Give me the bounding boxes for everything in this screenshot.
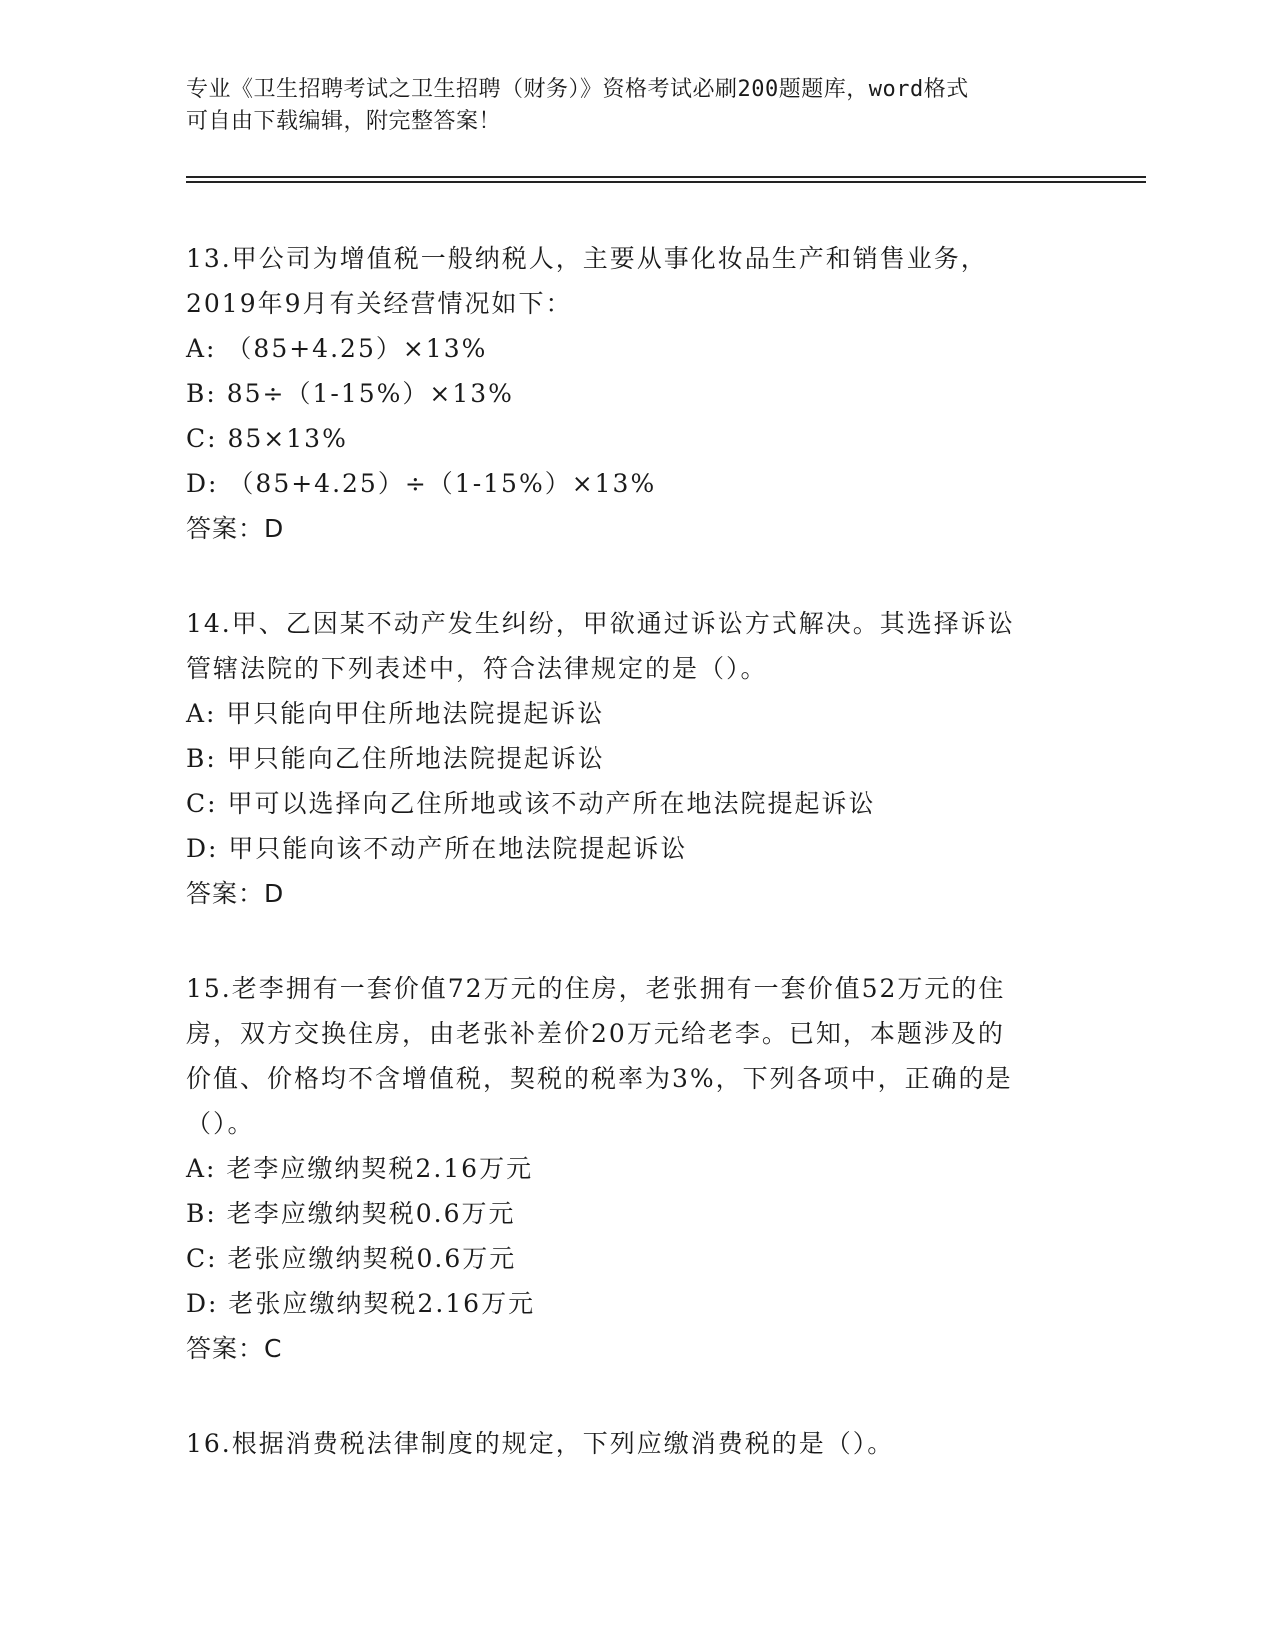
answer-line: 答案：D (186, 879, 285, 908)
question-stem-line: 2019年9月有关经营情况如下： (186, 289, 573, 318)
question-stem-line: 房，双方交换住房，由老张补差价20万元给老李。已知，本题涉及的 (186, 1019, 1005, 1048)
header-divider-bottom (186, 181, 1146, 183)
option-c: C: 老张应缴纳契税0.6万元 (186, 1244, 517, 1273)
header-divider-top (186, 176, 1146, 178)
question-16 (186, 1421, 1086, 1466)
option-a: A: 甲只能向甲住所地法院提起诉讼 (186, 699, 605, 728)
question-15 (186, 966, 1086, 1371)
answer-line: 答案：D (186, 514, 285, 543)
option-c: C: 85×13% (186, 424, 348, 453)
header-line-2: 可自由下载编辑，附完整答案！ (186, 109, 502, 134)
option-d: D: （85+4.25）÷（1-15%）×13% (186, 469, 657, 498)
answer-line: 答案：C (186, 1334, 283, 1363)
option-b: B: 老李应缴纳契税0.6万元 (186, 1199, 516, 1228)
option-a: A: （85+4.25）×13% (186, 334, 488, 363)
question-stem-line: 管辖法院的下列表述中，符合法律规定的是（）。 (186, 654, 768, 683)
question-14 (186, 601, 1086, 916)
question-stem-line: 13.甲公司为增值税一般纳税人，主要从事化妆品生产和销售业务， (186, 244, 988, 273)
option-d: D: 甲只能向该不动产所在地法院提起诉讼 (186, 834, 688, 863)
question-list (186, 236, 1086, 1516)
question-stem-line: 15.老李拥有一套价值72万元的住房，老张拥有一套价值52万元的住 (186, 974, 1006, 1003)
question-stem-line: 14.甲、乙因某不动产发生纠纷，甲欲通过诉讼方式解决。其选择诉讼 (186, 609, 1015, 638)
header-line-1: 专业《卫生招聘考试之卫生招聘（财务）》资格考试必刷200题题库，word格式 (186, 77, 969, 102)
option-b: B: 85÷（1-15%）×13% (186, 379, 514, 408)
question-stem-line: 16.根据消费税法律制度的规定，下列应缴消费税的是（）。 (186, 1429, 895, 1458)
option-c: C: 甲可以选择向乙住所地或该不动产所在地法院提起诉讼 (186, 789, 876, 818)
question-stem-line: （）。 (186, 1109, 255, 1138)
option-d: D: 老张应缴纳契税2.16万元 (186, 1289, 536, 1318)
question-13 (186, 236, 1086, 551)
option-a: A: 老李应缴纳契税2.16万元 (186, 1154, 534, 1183)
question-stem-line: 价值、价格均不含增值税，契税的税率为3%，下列各项中，正确的是 (186, 1064, 1013, 1093)
option-b: B: 甲只能向乙住所地法院提起诉讼 (186, 744, 605, 773)
document-header (186, 74, 1066, 138)
